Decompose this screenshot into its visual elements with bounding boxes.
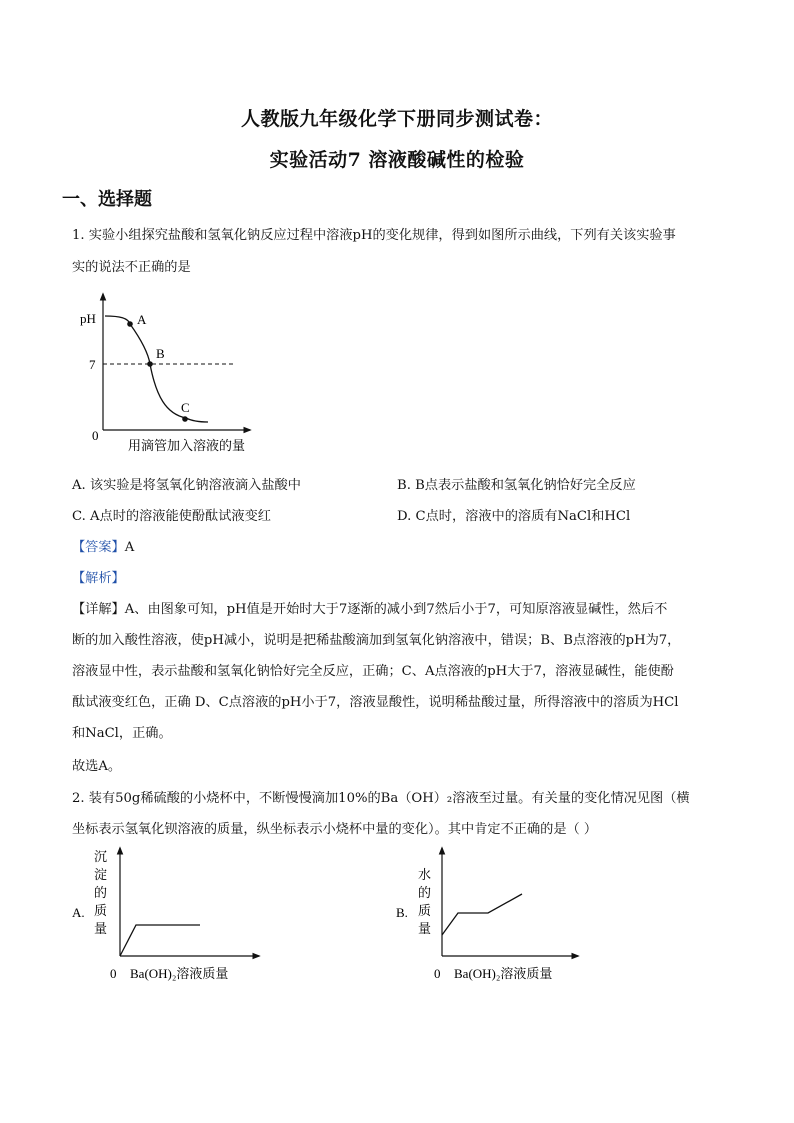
q2a-curve xyxy=(120,925,200,956)
q1-conclusion: 故选A。 xyxy=(72,759,122,774)
q2a-y-label-3: 的 xyxy=(94,885,108,900)
detail-text-1: A、由图象可知，pH值是开始时大于7逐渐的减小到7然后小于7，可知原溶液显碱性，然后不 xyxy=(124,602,668,617)
q2b-y-label-3: 质 xyxy=(418,903,432,918)
q1-detail-line1 xyxy=(72,598,667,617)
q1-option-b: B. B点表示盐酸和氢氧化钠恰好完全反应 xyxy=(397,478,636,493)
q2a-y-label-4: 质 xyxy=(94,903,108,918)
q1-y-label: pH xyxy=(80,311,96,326)
q1-point-a-marker xyxy=(127,321,133,327)
q1-option-a: A. 该实验是将氢氧化钠溶液滴入盐酸中 xyxy=(72,478,301,493)
q1-origin-label: 0 xyxy=(92,428,99,443)
q1-option-c: C. A点时的溶液能使酚酞试液变红 xyxy=(72,509,271,524)
q1-ph-curve xyxy=(105,316,208,422)
q2-option-b-label: B. xyxy=(396,905,408,920)
q1-stem-line2: 实的说法不正确的是 xyxy=(72,260,191,275)
q1-y-tick: 7 xyxy=(89,357,96,372)
q2-chart-b xyxy=(390,842,590,987)
q1-detail-line3: 溶液显中性，表示盐酸和氢氧化钠恰好完全反应，正确；C、A点溶液的pH大于7，溶液显碱性，能使酚 xyxy=(72,664,674,679)
answer-value: A xyxy=(124,540,135,555)
q1-point-c-marker xyxy=(182,416,188,422)
q1-detail-line5: 和NaCl，正确。 xyxy=(72,726,172,741)
q1-option-d: D. C点时，溶液中的溶质有NaCl和HCl xyxy=(397,509,631,524)
q1-answer xyxy=(72,536,134,555)
detail-tag: 【详解】 xyxy=(72,602,125,617)
q2b-y-label-2: 的 xyxy=(418,885,432,900)
q2b-y-label-1: 水 xyxy=(418,867,432,882)
q1-point-a-label: A xyxy=(137,312,147,327)
answer-tag: 【答案】 xyxy=(72,540,125,555)
q2-chart-a xyxy=(64,842,264,987)
q1-detail-line4: 酞试液变红色，正确 D、C点溶液的pH小于7，溶液显酸性，说明稀盐酸过量，所得溶液中的溶质为HCl xyxy=(72,695,679,710)
q1-point-c-label: C xyxy=(181,400,190,415)
q2b-y-label-4: 量 xyxy=(418,921,432,936)
q1-point-b-label: B xyxy=(156,346,165,361)
q2b-curve xyxy=(442,894,522,935)
q2-stem-line2: 坐标表示氢氧化钡溶液的质量，纵坐标表示小烧杯中量的变化）。其中肯定不正确的是（ ） xyxy=(72,822,598,837)
q2b-x-label: Ba(OH)₂溶液质量 xyxy=(454,966,553,981)
q2a-y-label-2: 淀 xyxy=(94,867,108,882)
analysis-tag: 【解析】 xyxy=(72,571,125,586)
q1-point-b-marker xyxy=(147,361,153,367)
document-title: 人教版九年级化学下册同步测试卷： xyxy=(240,108,553,130)
q2b-origin: 0 xyxy=(434,966,441,981)
q1-ph-chart xyxy=(70,288,280,460)
q2a-origin: 0 xyxy=(110,966,117,981)
document-subtitle: 实验活动7 溶液酸碱性的检验 xyxy=(269,149,525,171)
q2-option-a-label: A. xyxy=(72,905,85,920)
q1-x-label: 用滴管加入溶液的量 xyxy=(128,438,246,453)
q2a-x-label: Ba(OH)₂溶液质量 xyxy=(130,966,229,981)
q2a-y-label-5: 量 xyxy=(94,921,108,936)
q1-detail-line2: 断的加入酸性溶液，使pH减小，说明是把稀盐酸滴加到氢氧化钠溶液中，错误；B、B点溶液的pH为7， xyxy=(72,633,681,648)
q2-stem-line1: 2. 装有50g稀硫酸的小烧杯中，不断慢慢滴加10%的Ba（OH）₂溶液至过量。有关量的变化情况见图（横 xyxy=(72,791,690,806)
section-heading: 一、选择题 xyxy=(62,189,152,210)
q1-stem-line1: 1. 实验小组探究盐酸和氢氧化钠反应过程中溶液pH的变化规律，得到如图所示曲线，下列有关该实验事 xyxy=(72,228,676,243)
q1-analysis xyxy=(72,567,125,586)
q2a-y-label-1: 沉 xyxy=(94,849,108,864)
